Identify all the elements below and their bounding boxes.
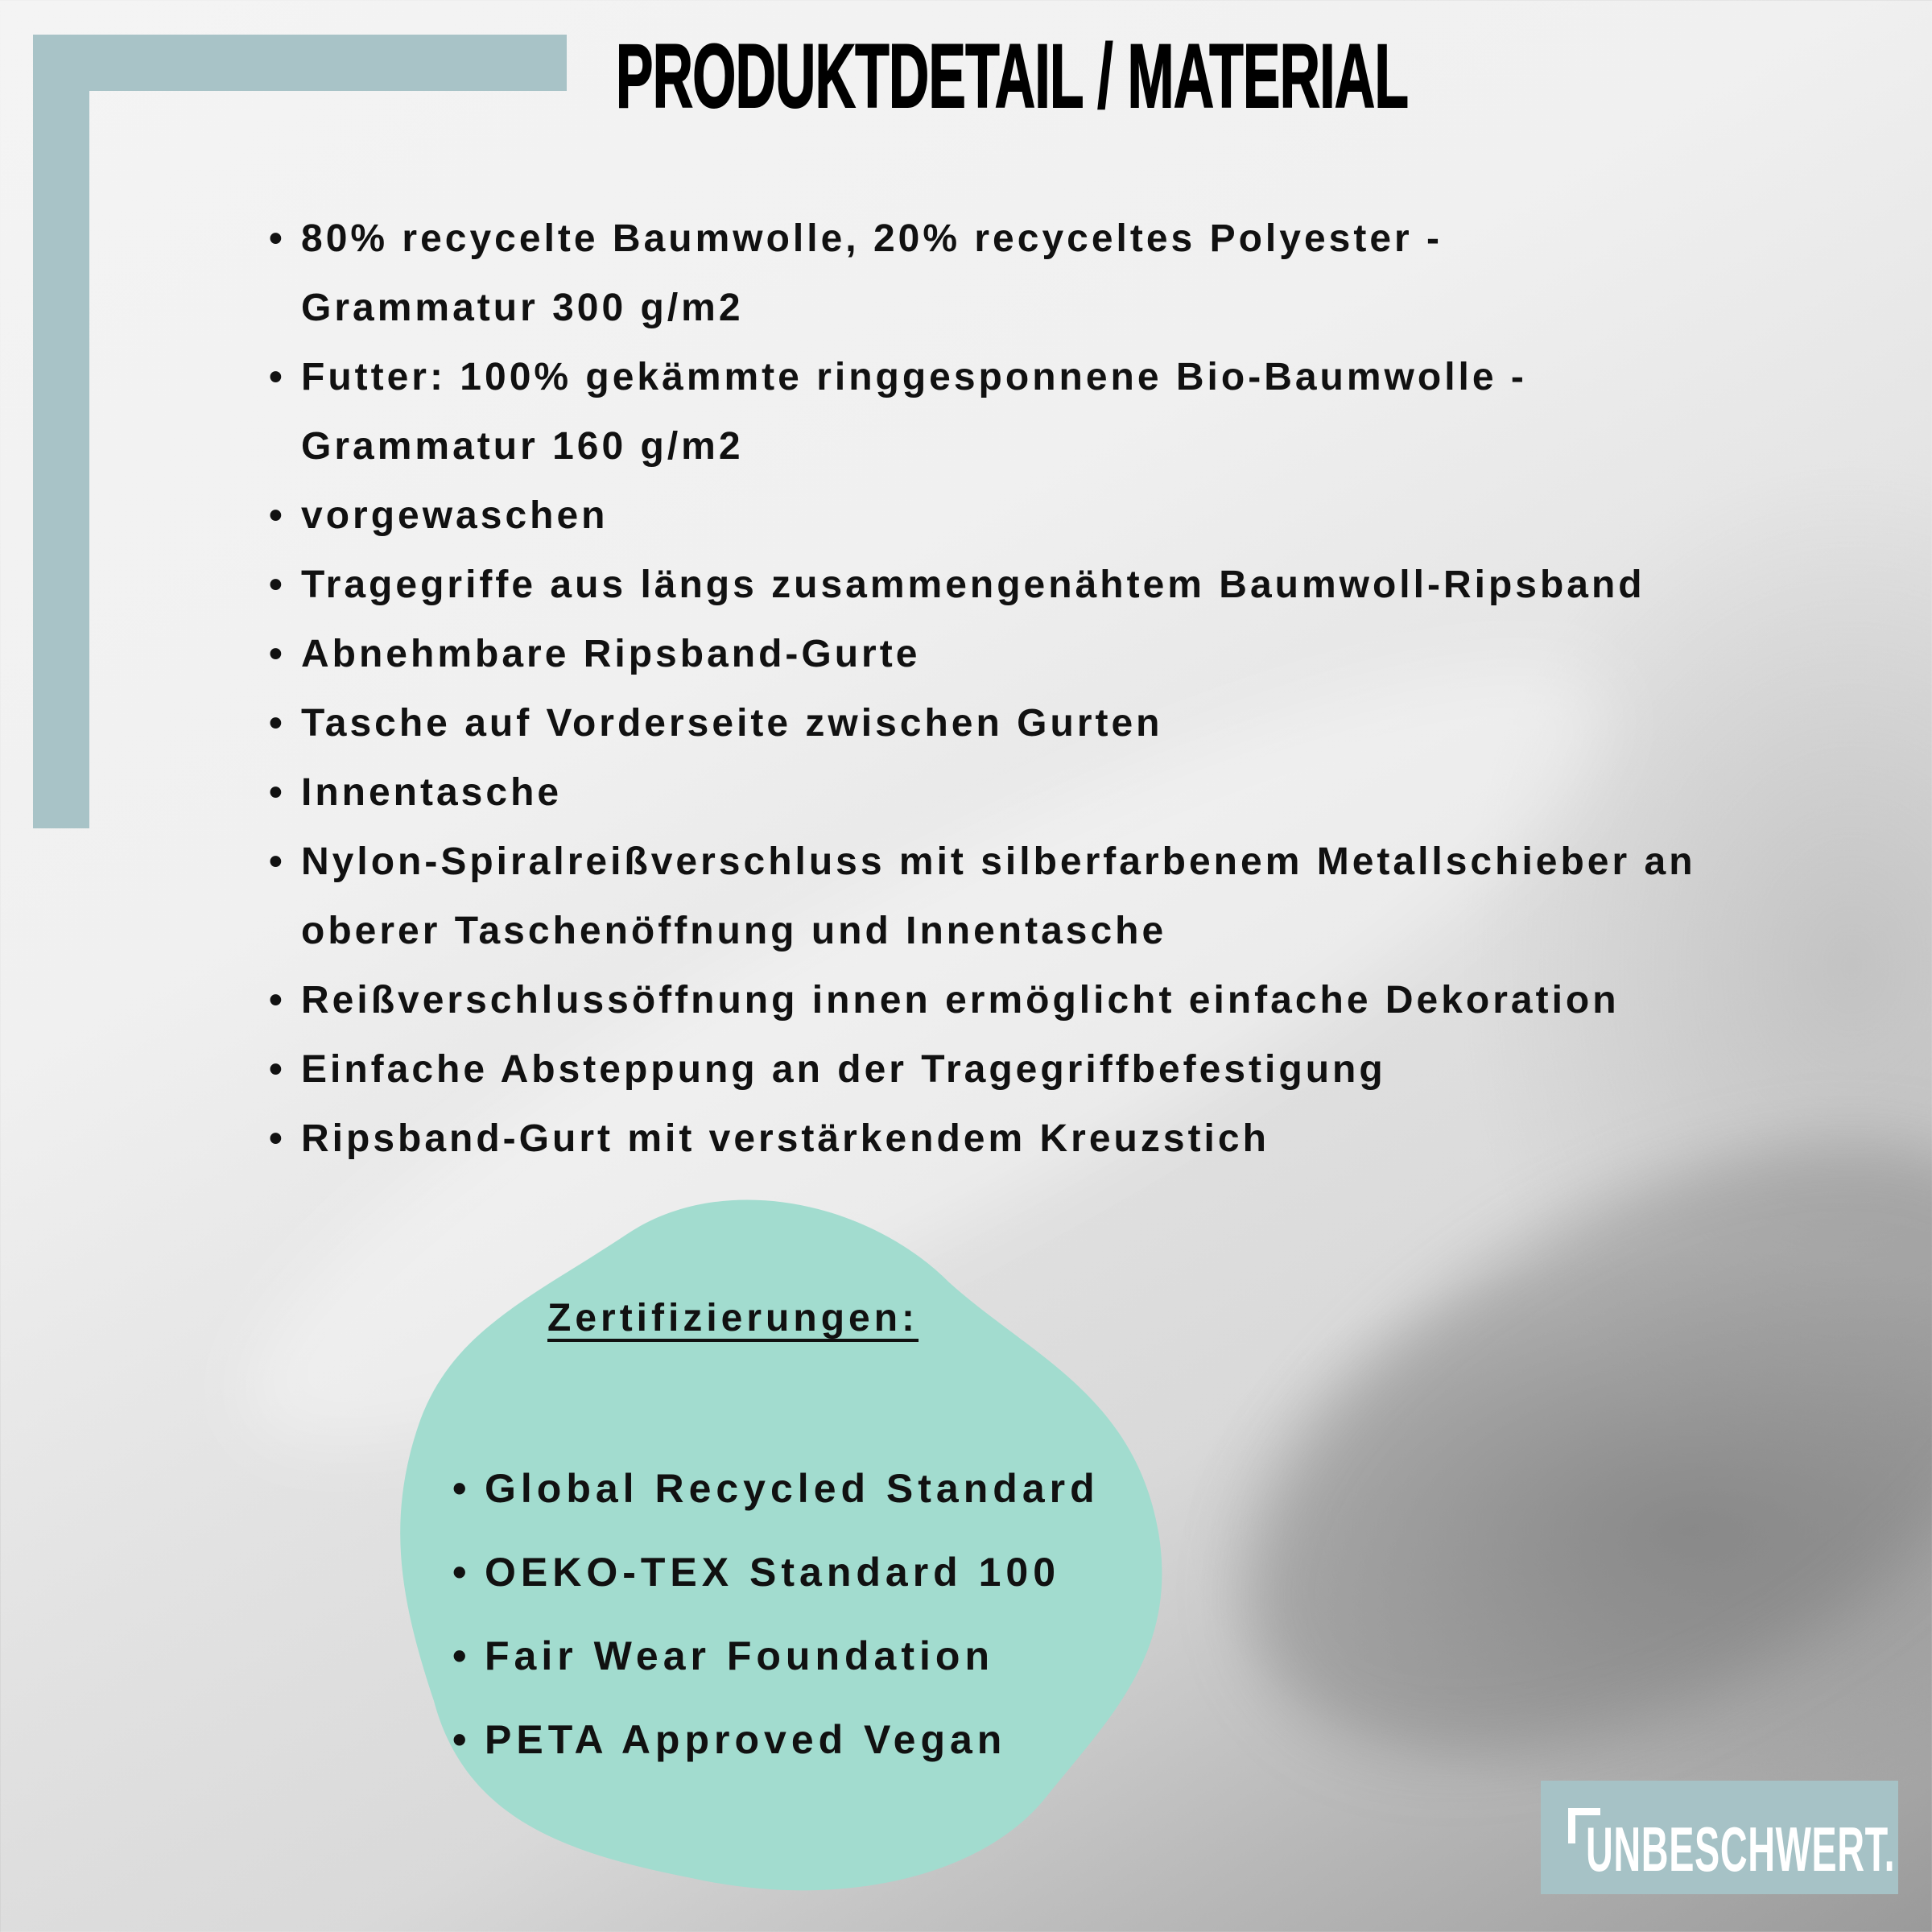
brand-logo	[1541, 1781, 1898, 1894]
material-list-item	[266, 343, 1696, 481]
bullet-icon: •	[269, 771, 286, 814]
material-list-item	[266, 689, 1696, 758]
certification-label: OEKO-TEX Standard 100	[485, 1550, 1061, 1595]
bullet-icon: •	[269, 217, 286, 260]
item-text: Innentasche	[301, 771, 563, 814]
item-text: Tragegriffe aus längs zusammengenähtem Baumwoll-Ripsband	[301, 564, 1645, 606]
bullet-icon: •	[269, 633, 286, 675]
certification-label: Fair Wear Foundation	[485, 1633, 994, 1678]
material-list-item	[266, 758, 1696, 828]
certification-label: PETA Approved Vegan	[485, 1717, 1007, 1762]
item-text: Abnehmbare Ripsband-Gurte	[301, 633, 921, 675]
certification-item	[449, 1614, 1100, 1698]
bullet-icon: •	[452, 1633, 472, 1678]
corner-bracket-vertical	[33, 35, 89, 828]
item-text: vorgewaschen	[301, 494, 609, 537]
certification-item	[449, 1698, 1100, 1781]
material-list-item	[266, 620, 1696, 689]
certification-item	[449, 1530, 1100, 1614]
bullet-icon: •	[269, 494, 286, 537]
certifications-heading: Zertifizierungen:	[547, 1297, 919, 1340]
logo-text: UNBESCHWERT.	[1586, 1814, 1896, 1885]
item-text-continued: oberer Taschenöffnung und Innentasche	[301, 910, 1167, 952]
bullet-icon: •	[269, 1048, 286, 1091]
item-text: Ripsband-Gurt mit verstärkendem Kreuzstich	[301, 1117, 1269, 1160]
corner-bracket-horizontal	[33, 35, 567, 91]
bullet-icon: •	[269, 1117, 286, 1160]
material-list	[266, 204, 1696, 1174]
item-text: Reißverschlussöffnung innen ermöglicht einfache Dekoration	[301, 979, 1620, 1022]
item-text: Futter: 100% gekämmte ringgesponnene Bio-Baumwolle -	[301, 356, 1527, 398]
page-title: PRODUKTDETAIL / MATERIAL	[616, 26, 1409, 126]
bullet-icon: •	[452, 1550, 472, 1595]
item-text: 80% recycelte Baumwolle, 20% recyceltes Polyester -	[301, 217, 1443, 260]
item-text-continued: Grammatur 300 g/m2	[301, 287, 744, 329]
material-list-item	[266, 828, 1696, 966]
material-list-item	[266, 481, 1696, 551]
bullet-icon: •	[269, 979, 286, 1022]
material-list-item	[266, 204, 1696, 343]
material-list-item	[266, 966, 1696, 1035]
item-text: Nylon-Spiralreißverschluss mit silberfarbenem Metallschieber an	[301, 840, 1696, 883]
material-list-item	[266, 1035, 1696, 1104]
certification-label: Global Recycled Standard	[485, 1466, 1100, 1511]
item-text: Einfache Absteppung an der Tragegriffbefestigung	[301, 1048, 1386, 1091]
material-list-item	[266, 551, 1696, 620]
item-text-continued: Grammatur 160 g/m2	[301, 425, 744, 468]
bullet-icon: •	[269, 840, 286, 883]
bullet-icon: •	[452, 1717, 472, 1762]
bullet-icon: •	[269, 564, 286, 606]
material-list-item	[266, 1104, 1696, 1174]
item-text: Tasche auf Vorderseite zwischen Gurten	[301, 702, 1163, 745]
bullet-icon: •	[269, 356, 286, 398]
bullet-icon: •	[452, 1466, 472, 1511]
bullet-icon: •	[269, 702, 286, 745]
certification-item	[449, 1447, 1100, 1530]
certifications-list	[449, 1447, 1100, 1781]
